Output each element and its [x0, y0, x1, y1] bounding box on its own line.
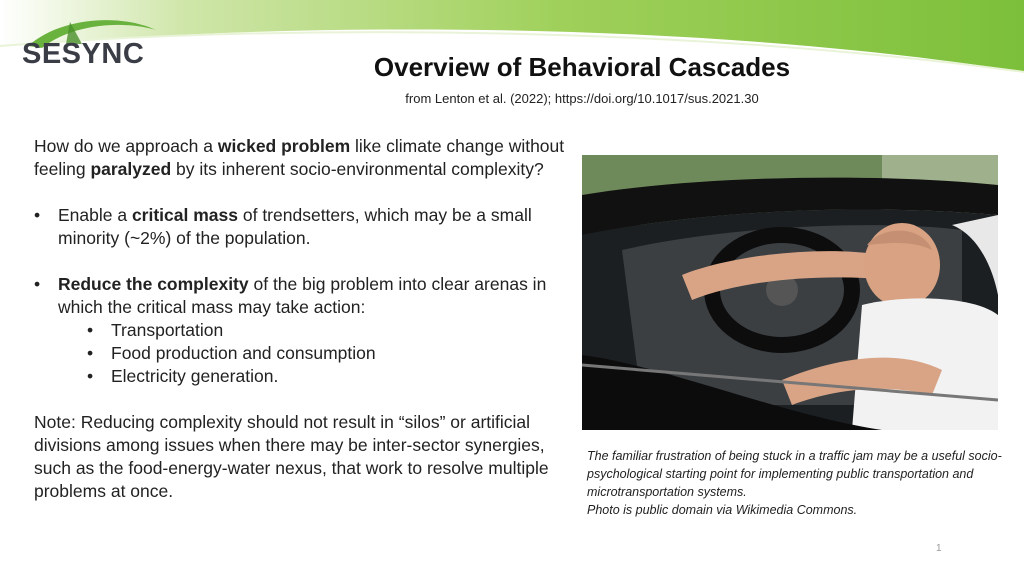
page-subtitle: from Lenton et al. (2022); https://doi.org/10.1017/sus.2021.30 — [405, 91, 759, 106]
photo-caption — [587, 447, 1007, 519]
body-text — [34, 135, 574, 503]
note-paragraph: Note: Reducing complexity should not result in “silos” or artificial divisions among issues when there may be inter-sector synergies, such as the food-energy-water nexus, that work to resolve multiple problems at once. — [34, 412, 549, 501]
sub-bullet-electricity: • Electricity generation. — [87, 366, 279, 386]
intro-paragraph: How do we approach a wicked problem like climate change without feeling paralyzed by its inherent socio-environmental complexity? — [34, 136, 565, 179]
sesync-logo — [22, 18, 162, 78]
bullet-critical-mass: • Enable a critical mass of trendsetters, which may be a small minority (~2%) of the population. — [34, 205, 532, 248]
bullet-reduce-complexity: • Reduce the complexity of the big problem into clear arenas in which the critical mass may take action: — [34, 274, 547, 317]
page-title: Overview of Behavioral Cascades — [373, 52, 791, 82]
sub-bullet-food: • Food production and consumption — [87, 343, 376, 363]
sub-bullet-transportation: • Transportation — [87, 320, 224, 340]
caption-text: The familiar frustration of being stuck in a traffic jam may be a useful socio-psychological starting point for implementing public transportation and microtransportation systems. — [587, 449, 1002, 499]
caption-credit: Photo is public domain via Wikimedia Commons. — [587, 503, 858, 517]
logo-text: SESYNC — [22, 38, 145, 70]
traffic-jam-photo — [582, 155, 998, 430]
bullet-marker: • — [34, 274, 41, 294]
wicked-problem-emphasis: wicked problem — [217, 136, 351, 156]
paralyzed-emphasis: paralyzed — [90, 159, 172, 179]
bullet-marker: • — [34, 205, 41, 225]
page-number: 1 — [936, 543, 942, 554]
